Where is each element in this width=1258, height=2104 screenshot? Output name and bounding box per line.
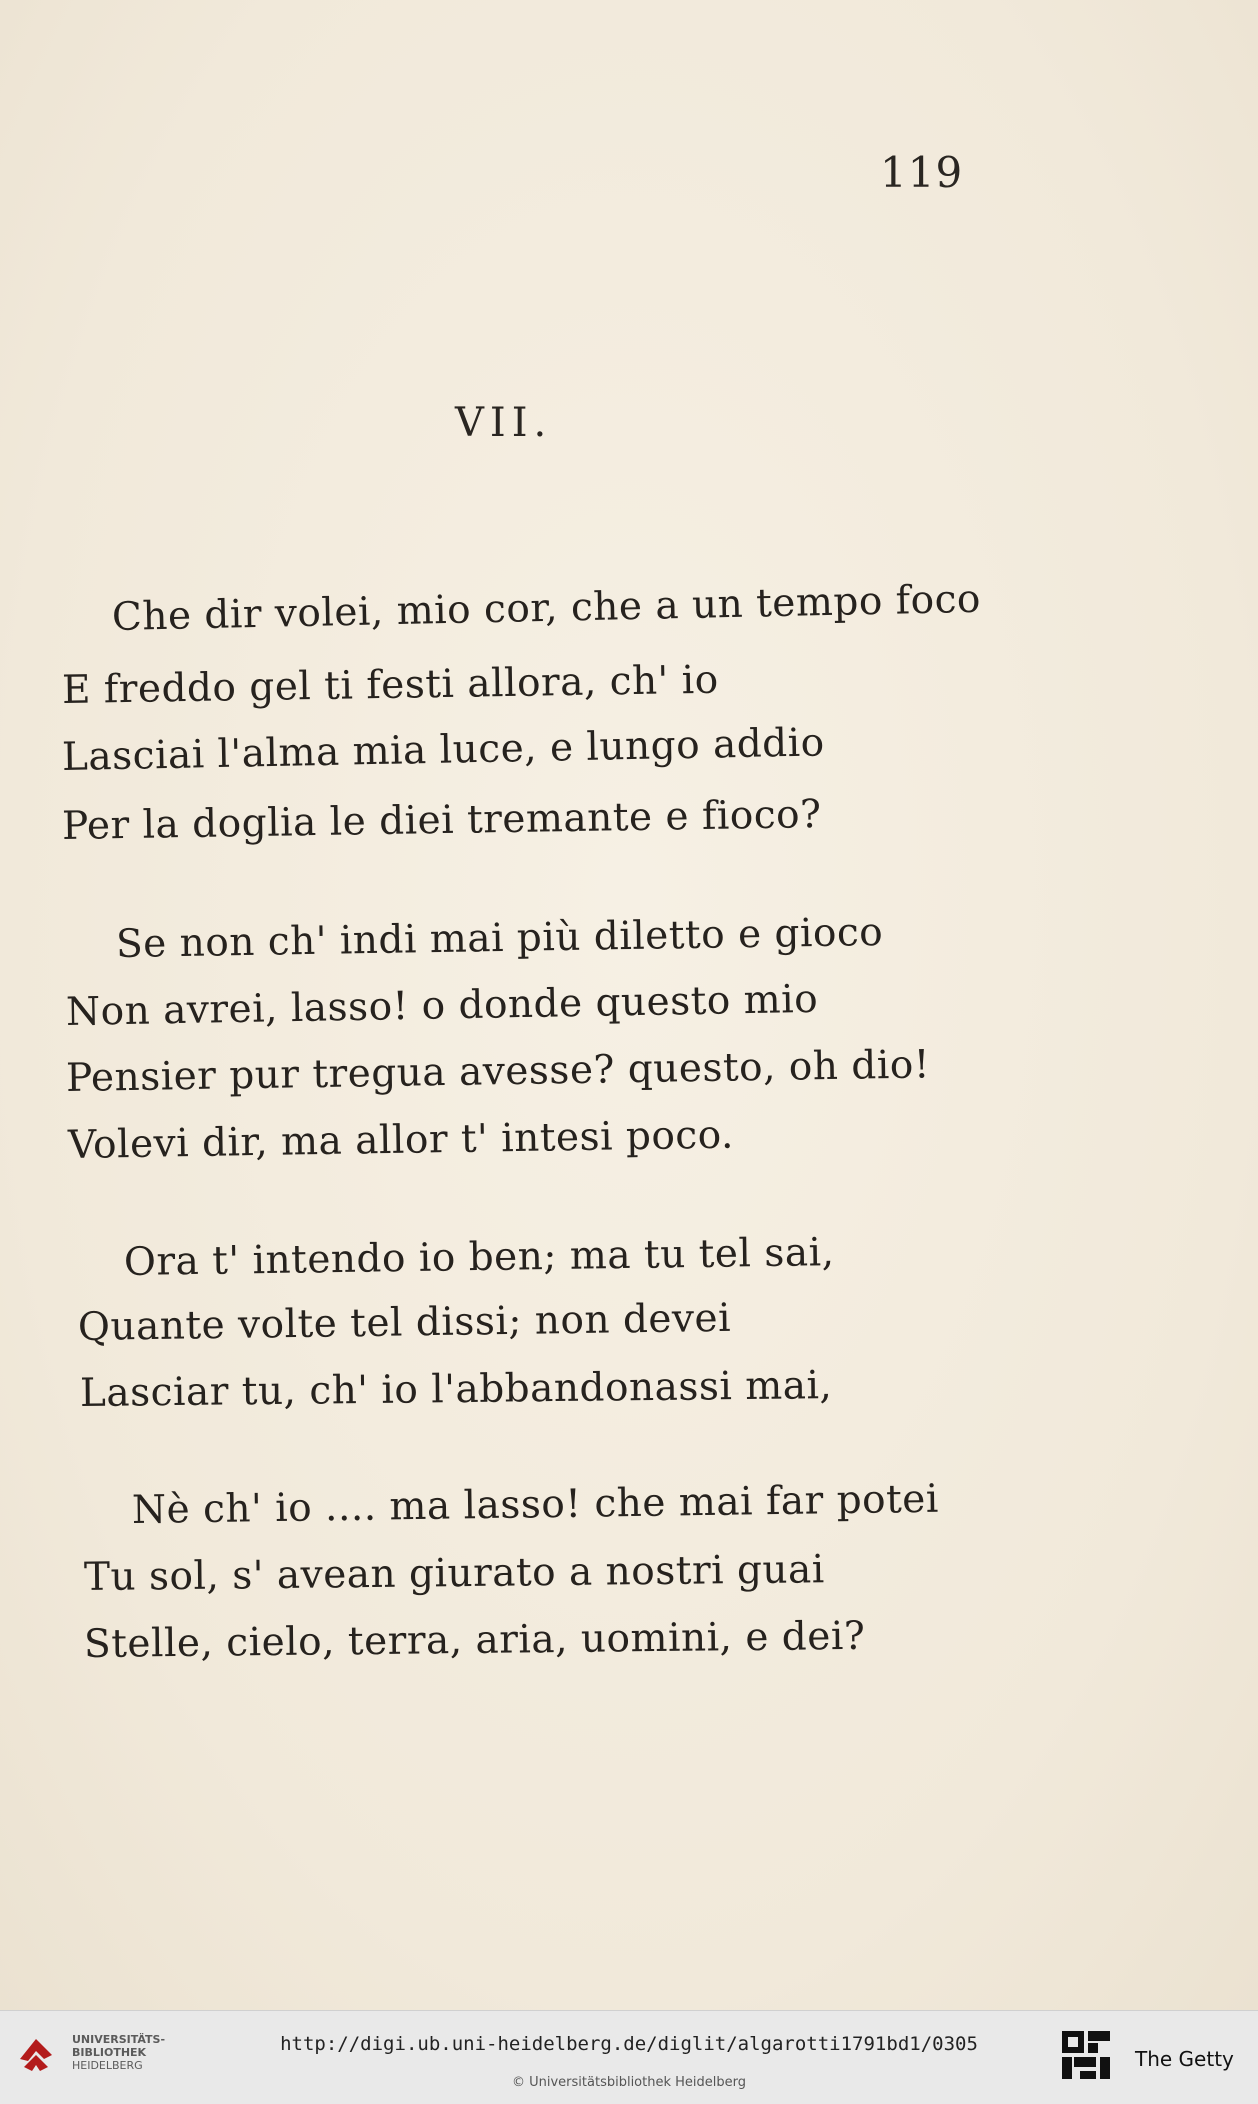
poem-line: E freddo gel ti festi allora, ch' io	[61, 657, 720, 713]
viewer-footer	[0, 2010, 1258, 2104]
partner-name: The Getty	[1135, 2047, 1234, 2071]
poem-line: Tu sol, s' avean giurato a nostri guai	[83, 1547, 826, 1600]
copyright-notice: © Universitätsbibliothek Heidelberg	[511, 2075, 746, 2090]
poem-line: Pensier pur tregua avesse? questo, oh dio!	[65, 1042, 931, 1101]
poem-line: Ora t' intendo io ben; ma tu tel sai,	[123, 1230, 835, 1285]
university-library-name: UNIVERSITÄTS- BIBLIOTHEK HEIDELBERG	[72, 2033, 166, 2072]
poem-line: Non avrei, lasso! o donde questo mio	[65, 976, 819, 1035]
poem-line: Lasciai l'alma mia luce, e lungo addio	[61, 720, 826, 780]
getty-logo-icon	[1060, 2029, 1114, 2085]
section-title: VII.	[455, 400, 553, 446]
poem-line: Che dir volei, mio cor, che a un tempo foco	[111, 576, 982, 640]
permalink-url[interactable]: http://digi.ub.uni-heidelberg.de/diglit/algarotti1791bd1/0305	[280, 2033, 978, 2055]
poem-line: Lasciar tu, ch' io l'abbandonassi mai,	[79, 1363, 833, 1416]
poem-line: Per la doglia le diei tremante e fioco?	[61, 792, 822, 849]
poem-line: Stelle, cielo, terra, aria, uomini, e dei?	[83, 1613, 866, 1667]
page-number: 119	[880, 148, 964, 197]
poem-line: Quante volte tel dissi; non devei	[77, 1295, 732, 1350]
poem-line: Se non ch' indi mai più diletto e gioco	[115, 909, 884, 967]
poem-line: Volevi dir, ma allor t' intesi poco.	[67, 1112, 735, 1168]
poem-line: Nè ch' io .... ma lasso! che mai far potei	[131, 1476, 940, 1533]
